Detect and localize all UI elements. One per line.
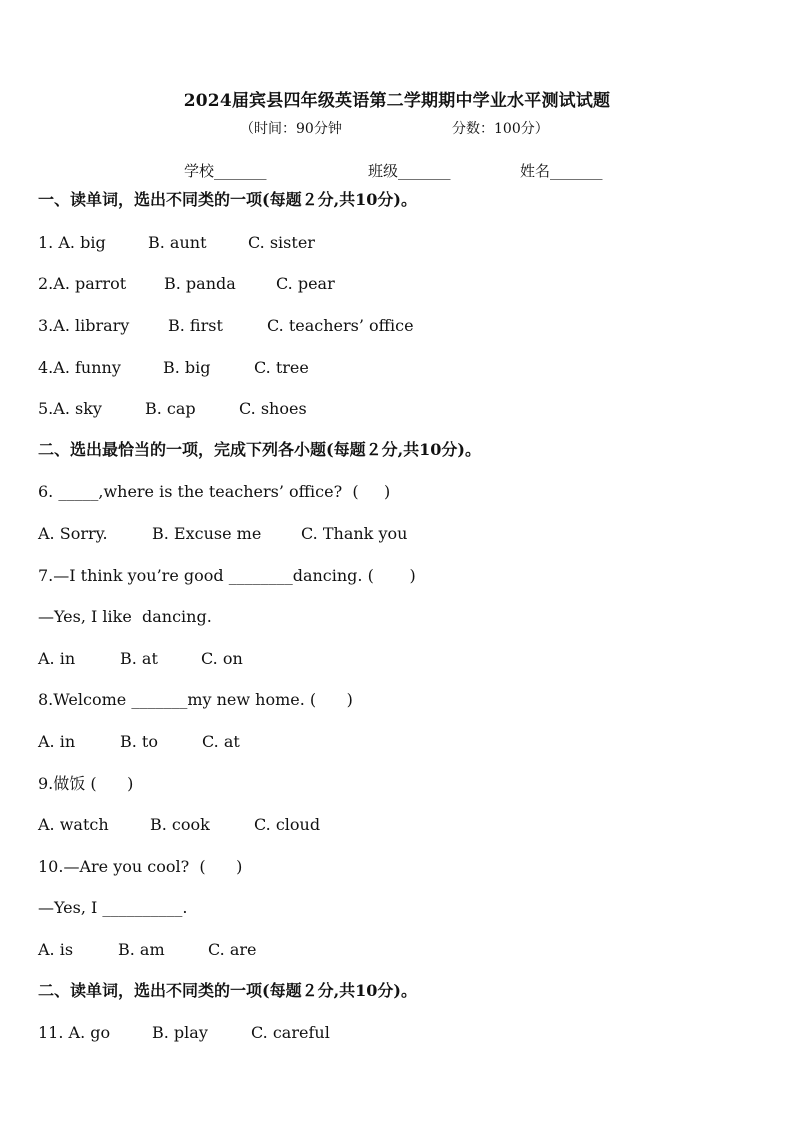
question-8-option-a: A. in	[38, 732, 76, 751]
question-11-option-b: B. play	[152, 1023, 208, 1042]
question-7-option-a: A. in	[38, 649, 76, 668]
school-field: 学校_______	[184, 162, 267, 180]
question-1-option-b: B. aunt	[148, 233, 207, 252]
question-5-option-c: C. shoes	[239, 399, 307, 418]
name-field: 姓名_______	[520, 162, 603, 180]
question-10-stem: 10.—Are you cool? ( )	[38, 857, 243, 876]
question-5-option-a: 5.A. sky	[38, 399, 102, 418]
question-6-option-c: C. Thank you	[301, 524, 408, 543]
question-5-option-b: B. cap	[145, 399, 196, 418]
section-heading-3: 二、读单词，选出不同类的一项(每题２分,共10分)。	[38, 981, 417, 1000]
question-6-option-a: A. Sorry.	[38, 524, 108, 543]
question-3-option-b: B. first	[168, 316, 223, 335]
question-3-option-c: C. teachers’ office	[267, 316, 414, 335]
class-field: 班级_______	[368, 162, 451, 180]
question-10-option-b: B. am	[118, 940, 165, 959]
question-1-option-a: 1. A. big	[38, 233, 106, 252]
question-7-option-b: B. at	[120, 649, 158, 668]
question-10-option-a: A. is	[38, 940, 74, 959]
question-11-option-a: 11. A. go	[38, 1023, 111, 1042]
question-7-stem: 7.—I think you’re good ________dancing. ( )	[38, 566, 416, 585]
question-10-reply: —Yes, I __________.	[38, 898, 188, 917]
section-heading-2: 二、选出最恰当的一项，完成下列各小题(每题２分,共10分)。	[38, 440, 481, 459]
question-4-option-a: 4.A. funny	[38, 358, 121, 377]
question-4-option-c: C. tree	[254, 358, 309, 377]
question-6-stem: 6. _____,where is the teachers’ office? ( )	[38, 482, 391, 501]
question-8-option-c: C. at	[202, 732, 240, 751]
question-2-option-b: B. panda	[164, 274, 236, 293]
question-9-option-b: B. cook	[150, 815, 210, 834]
question-6-option-b: B. Excuse me	[152, 524, 262, 543]
question-9-stem: 9.做饭 ( )	[38, 774, 134, 793]
question-7-reply: —Yes, I like dancing.	[38, 607, 212, 626]
exam-score: 分数：100分）	[452, 121, 549, 137]
section-heading-1: 一、读单词，选出不同类的一项(每题２分,共10分)。	[38, 190, 417, 209]
question-8-stem: 8.Welcome _______my new home. ( )	[38, 690, 353, 709]
question-4-option-b: B. big	[163, 358, 211, 377]
question-8-option-b: B. to	[120, 732, 158, 751]
question-1-option-c: C. sister	[248, 233, 315, 252]
question-9-option-a: A. watch	[38, 815, 109, 834]
question-9-option-c: C. cloud	[254, 815, 321, 834]
question-2-option-c: C. pear	[276, 274, 335, 293]
exam-time: （时间：90分钟	[240, 121, 342, 137]
question-11-option-c: C. careful	[251, 1023, 330, 1042]
page-title: 2024届宾县四年级英语第二学期期中学业水平测试试题	[183, 91, 611, 111]
question-10-option-c: C. are	[208, 940, 257, 959]
question-7-option-c: C. on	[201, 649, 243, 668]
question-3-option-a: 3.A. library	[38, 316, 130, 335]
question-2-option-a: 2.A. parrot	[38, 274, 127, 293]
